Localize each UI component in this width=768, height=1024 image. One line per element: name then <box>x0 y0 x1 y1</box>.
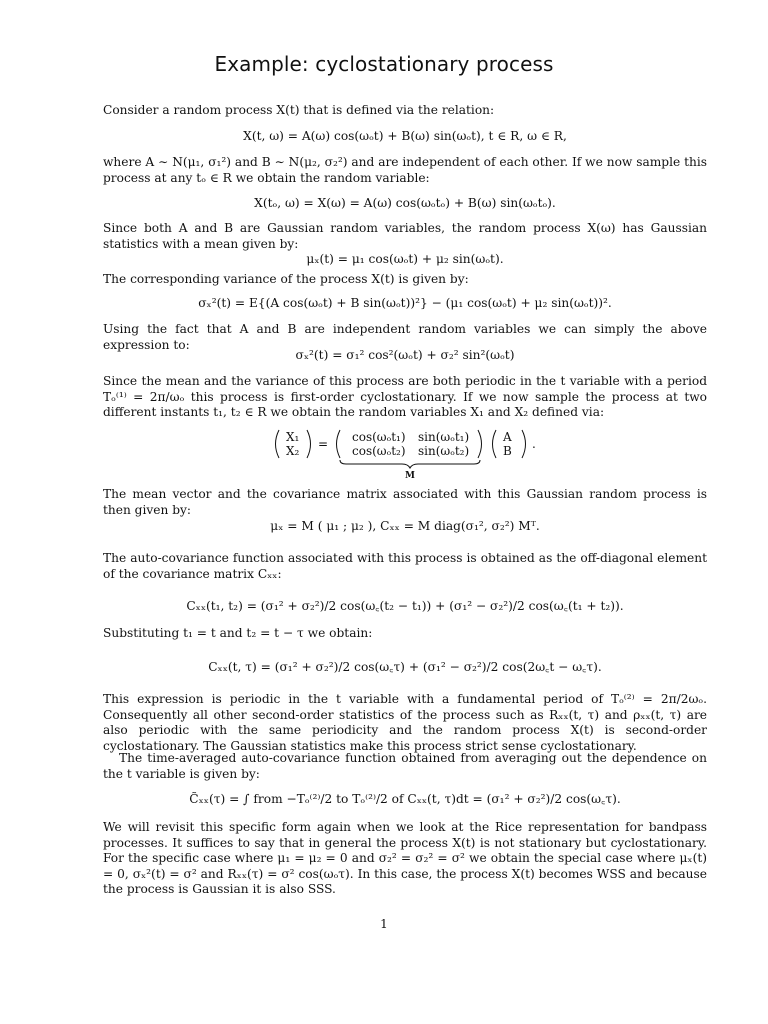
underbrace-label: M <box>405 471 415 481</box>
equation-mean-vector-covariance: μₓ = M ( μ₁ ; μ₂ ), Cₓₓ = M diag(σ₁², σ₂²) Mᵀ. <box>270 519 540 533</box>
equals-sign: = <box>318 437 329 451</box>
underbrace <box>340 460 480 468</box>
page-number: 1 <box>380 917 388 931</box>
matrix-m21: cos(ωₒt₂) <box>352 444 406 458</box>
trailing-period: . <box>532 437 536 451</box>
matrix-m22: sin(ωₒt₂) <box>418 444 470 458</box>
paragraph-time-averaged: The time-averaged auto-covariance function obtained from averaging out the dependence on the t variable is given by: <box>103 751 707 781</box>
paragraph-variance-intro: The corresponding variance of the process X(t) is given by: <box>103 272 469 286</box>
equation-time-averaged-covariance: C̃ₓₓ(τ) = ∫ from −Tₒ⁽²⁾/2 to Tₒ⁽²⁾/2 of Cₓₓ(t, τ)dt = (σ₁² + σ₂²)/2 cos(ω꜀τ). <box>189 792 621 806</box>
paragraph-second-order-cyclo: This expression is periodic in the t variable with a fundamental period of Tₒ⁽²⁾ = 2π/2ωₒ. Consequently all other second-order statistics of the process such as Rₓₓ(t, τ) and ρₓₓ(t, τ) are also periodic with the same periodicity and the random process X(t) is second-order cyclostationary. The Gaussian statistics make this process strict sense cyclostationary. <box>103 692 707 753</box>
matrix-lhs-x2: X₂ <box>286 444 300 458</box>
paragraph-mean-covariance: The mean vector and the covariance matrix associated with this Gaussian random process is then given by: <box>103 487 707 517</box>
paragraph-first-order-cyclo: Since the mean and the variance of this process are both periodic in the t variable with a period Tₒ⁽¹⁾ = 2π/ωₒ this process is first-order cyclostationary. If we now sample the process at two different instants t₁, t₂ ∈ R we obtain the random variables X₁ and X₂ defined via: <box>103 374 707 419</box>
equation-process-definition: X(t, ω) = A(ω) cos(ωₒt) + B(ω) sin(ωₒt), t ∈ R, ω ∈ R, <box>243 129 567 143</box>
matrix-rhs-b: B <box>503 444 512 458</box>
page-title: Example: cyclostationary process <box>214 52 554 76</box>
matrix-m12: sin(ωₒt₁) <box>418 430 470 444</box>
matrix-equation <box>260 424 550 482</box>
matrix-lhs-x1: X₁ <box>286 430 300 444</box>
paragraph-gaussian-mean: Since both A and B are Gaussian random variables, the random process X(ω) has Gaussian statistics with a mean given by: <box>103 221 707 251</box>
paragraph-intro: Consider a random process X(t) that is defined via the relation: <box>103 103 495 117</box>
equation-auto-covariance-t-tau: Cₓₓ(t, τ) = (σ₁² + σ₂²)/2 cos(ω꜀τ) + (σ₁² − σ₂²)/2 cos(2ω꜀t − ω꜀τ). <box>208 660 602 674</box>
paragraph-auto-covariance: The auto-covariance function associated with this process is obtained as the off-diagonal element of the covariance matrix Cₓₓ: <box>103 551 707 581</box>
matrix-rhs-a: A <box>503 430 512 444</box>
equation-variance-expectation: σₓ²(t) = E{(A cos(ωₒt) + B sin(ωₒt))²} − (μ₁ cos(ωₒt) + μ₂ sin(ωₒt))². <box>198 296 612 310</box>
paragraph-distribution: where A ∼ N(μ₁, σ₁²) and B ∼ N(μ₂, σ₂²) and are independent of each other. If we now sample this process at any tₒ ∈ R we obtain the random variable: <box>103 155 707 185</box>
equation-variance-simplified: σₓ²(t) = σ₁² cos²(ωₒt) + σ₂² sin²(ωₒt) <box>295 348 515 362</box>
equation-mean: μₓ(t) = μ₁ cos(ωₒt) + μ₂ sin(ωₒt). <box>306 252 504 266</box>
equation-auto-covariance-t1-t2: Cₓₓ(t₁, t₂) = (σ₁² + σ₂²)/2 cos(ω꜀(t₂ − t₁)) + (σ₁² − σ₂²)/2 cos(ω꜀(t₁ + t₂)). <box>186 599 624 613</box>
paragraph-substitution: Substituting t₁ = t and t₂ = t − τ we obtain: <box>103 626 373 640</box>
paragraph-independence: Using the fact that A and B are independent random variables we can simply the above expression to: <box>103 322 707 352</box>
equation-sampled-variable: X(tₒ, ω) = X(ω) = A(ω) cos(ωₒtₒ) + B(ω) sin(ωₒtₒ). <box>254 196 556 210</box>
paragraph-rice-representation: We will revisit this specific form again when we look at the Rice representation for bandpass processes. It suffices to say that in general the process X(t) is not stationary but cyclostationary. For the specific case where μ₁ = μ₂ = 0 and σ₂² = σ₂² = σ² we obtain the special case where μₓ(t) = 0, σₓ²(t) = σ² and Rₓₓ(τ) = σ² cos(ωₒτ). In this case, the process X(t) becomes WSS and because the process is Gaussian it is also SSS. <box>103 820 707 896</box>
matrix-m11: cos(ωₒt₁) <box>352 430 406 444</box>
